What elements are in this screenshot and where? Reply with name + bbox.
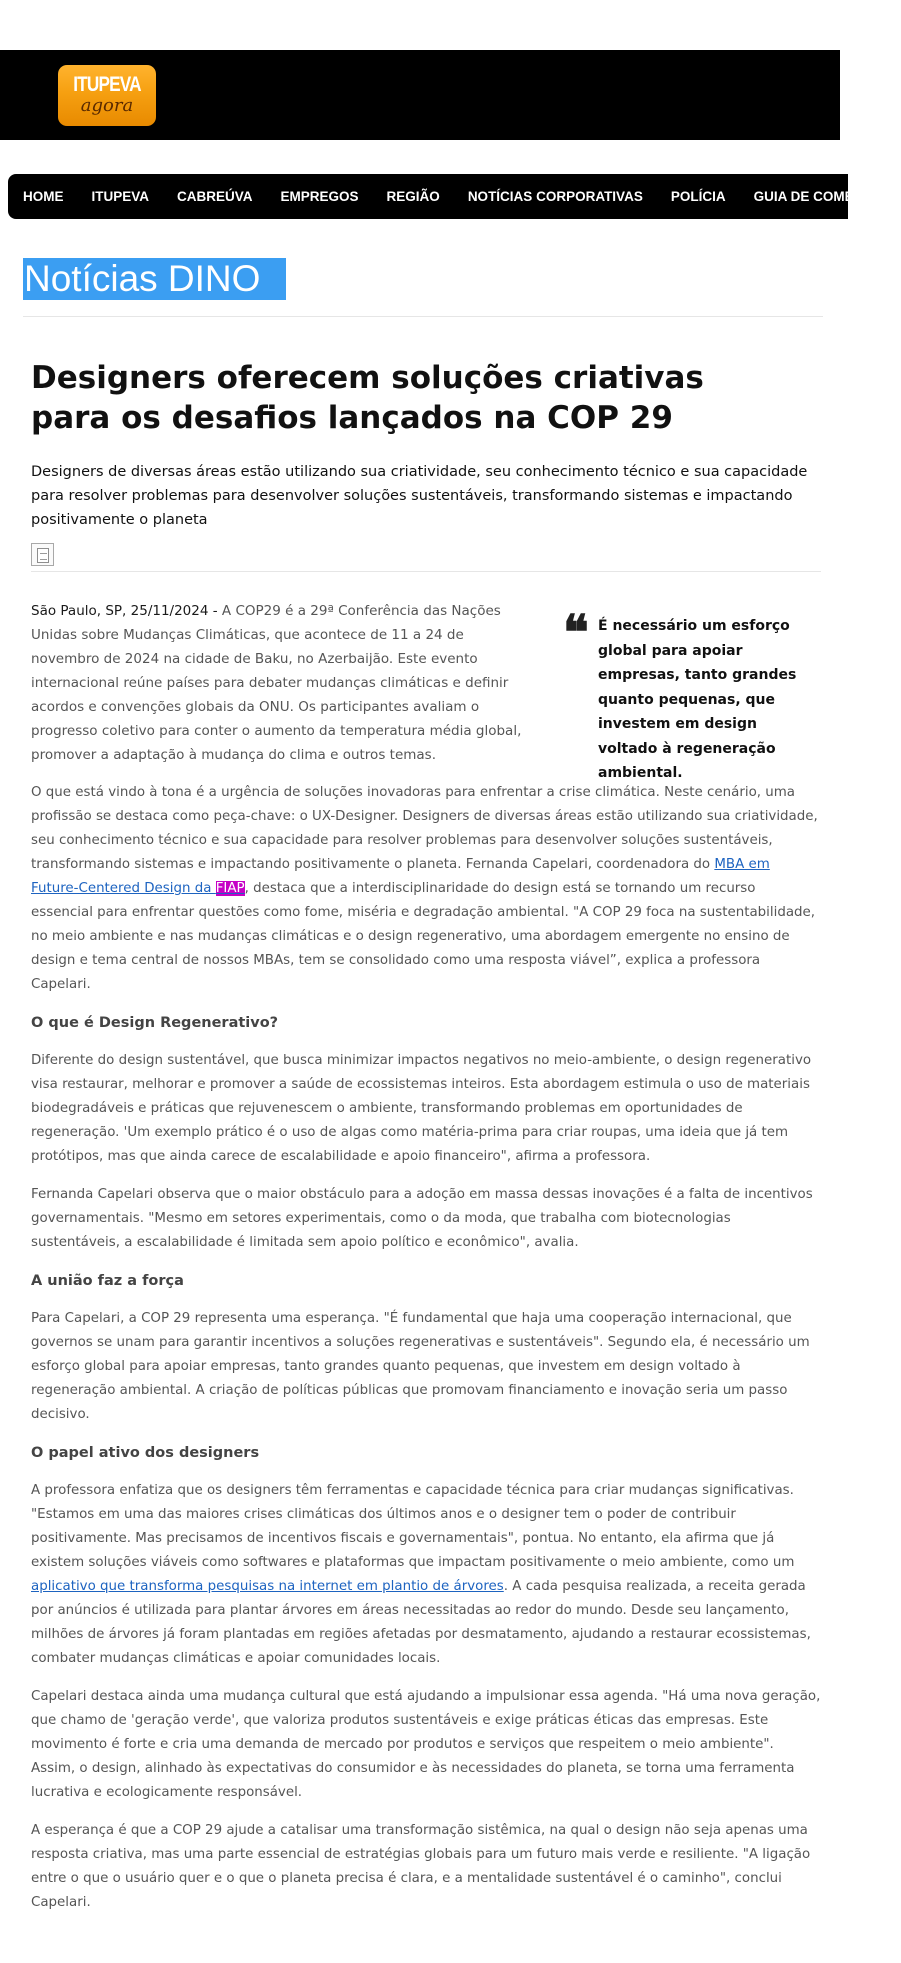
site-logo[interactable] [58,65,156,126]
app-link[interactable]: aplicativo que transforma pesquisas na internet em plantio de árvores [31,1579,504,1594]
nav-item-itupeva[interactable]: ITUPEVA [91,189,150,204]
nav-item-home[interactable]: HOME [23,189,64,204]
nav-item-noticias-corporativas[interactable]: NOTÍCIAS CORPORATIVAS [467,189,643,204]
paragraph: Diferente do design sustentável, que busca minimizar impactos negativos no meio-ambiente, o design regenerativo visa restaurar, melhorar e promover a saúde de ecossistemas inteiros. Esta abordagem estimula o uso de materiais biodegradáveis e práticas que rejuvenescem o ambiente, transformando problemas em oportunidades de regeneração. 'Um exemplo prático é o uso de algas como matéria-prima para criar roupas, uma ideia que já tem protótipos, mas que ainda carece de escalabilidade e apoio financeiro", afirma a professora. [31,1053,812,1164]
paragraph [31,1479,821,1671]
paragraph: Fernanda Capelari observa que o maior obstáculo para a adoção em massa dessas inovações é a falta de incentivos governamentais. "Mesmo em setores experimentais, como o da moda, que trabalha com biotecnologias sustentáveis, a escalabilidade é limitada sem apoio político e econômico", avalia. [31,1187,813,1250]
paragraph-text: , destaca que a interdisciplinaridade do design está se tornando um recurso essencial para enfrentar questões como fome, miséria e degradação ambiental. "A COP 29 foca na sustentabilidade, no meio ambiente e nas mudanças climáticas e o design regenerativo, uma abordagem emergente no ensino de design e tema central de nossos MBAs, tem se consolidado como uma resposta viável”, explica a professora Capelari. [31,881,816,992]
subheading-papel-ativo: O papel ativo dos designers [31,1445,260,1461]
paragraph: A esperança é que a COP 29 ajude a catalisar uma transformação sistêmica, na qual o design não seja apenas uma resposta criativa, mas uma parte essencial de estratégias globais para um futuro mais verde e resiliente. "A ligação entre o que o usuário quer e o que o planeta precisa é clara, e a mentalidade sustentável é o caminho", conclui Capelari. [31,1823,811,1910]
paragraph: Capelari destaca ainda uma mudança cultural que está ajudando a impulsionar essa agenda. "Há uma nova geração, que chamo de 'geração verde', que valoriza produtos sustentáveis e exige práticas éticas das empresas. Este movimento é forte e cria uma demanda de mercado por produtos e serviços que respeitem o meio ambiente". Assim, o design, alinhado às expectativas do consumidor e às necessidades do planeta, se torna uma ferramenta lucrativa e ecologicamente responsável. [31,1689,821,1800]
article-dateline: São Paulo, SP, 25/11/2024 - [31,603,218,619]
link-text: MBA em Future-Centered Design da [31,857,770,896]
divider [23,316,823,317]
article-headline: Designers oferecem soluções criativas para os desafios lançados na COP 29 [31,360,704,436]
subheading-uniao: A união faz a força [31,1273,184,1289]
highlighted-link-text: FIAP [215,881,245,896]
paragraph-text: A professora enfatiza que os designers têm ferramentas e capacidade técnica para criar mudanças significativas. "Estamos em uma das maiores crises climáticas dos últimos anos e o designer tem o poder de contribuir positivamente. Mas precisamos de incentivos fiscais e governamentais", pontua. No entanto, ela afirma que já existem soluções viáveis como softwares e plataformas que impactam positivamente o meio ambiente, como um [31,1483,795,1570]
main-navigation [8,174,888,219]
section-banner: Notícias DINO [23,258,286,300]
paragraph-text: O que está vindo à tona é a urgência de soluções inovadoras para enfrentar a crise climática. Neste cenário, uma profissão se destaca como peça-chave: o UX-Designer. Designers de diversas áreas estão utilizando sua criatividade, seu conhecimento técnico e sua capacidade para resolver problemas para desenvolver soluções sustentáveis, transformando sistemas e impactando positivamente o planeta. Fernanda Capelari, coordenadora do [31,785,818,872]
pull-quote: É necessário um esforço global para apoiar empresas, tanto grandes quanto pequenas, que investem em design voltado à regeneração ambiental. [598,618,797,781]
logo-wordmark: ITUPEVA [73,73,141,96]
article-intro [31,599,536,767]
paragraph: Para Capelari, a COP 29 representa uma esperança. "É fundamental que haja uma cooperação internacional, que governos se unam para garantir incentivos a soluções regenerativas e sustentáveis". Segundo ela, é necessário um esforço global para apoiar empresas, tanto grandes quanto pequenas, que investem em design voltado à regeneração ambiental. A criação de políticas públicas que promovam financiamento e inovação seria um passo decisivo. [31,1311,810,1422]
article-lead: Designers de diversas áreas estão utilizando sua criatividade, seu conhecimento técnico e sua capacidade para resolver problemas para desenvolver soluções sustentáveis, transformando sistemas e impactando positivamente o planeta [31,464,808,528]
nav-item-cabreuva[interactable]: CABREÚVA [177,189,253,204]
broken-image-icon [31,543,54,566]
nav-item-regiao[interactable]: REGIÃO [386,189,440,204]
subheading-design-regenerativo: O que é Design Regenerativo? [31,1015,279,1031]
logo-tagline: agora [80,95,134,116]
intro-text: A COP29 é a 29ª Conferência das Nações Unidas sobre Mudanças Climáticas, que acontece de 11 a 24 de novembro de 2024 na cidade de Baku, no Azerbaijão. Este evento internacional reúne países para debater mudanças climáticas e definir acordos e convenções globais da ONU. Os participantes avaliam o progresso coletivo para conter o aumento da temperatura média global, promover a adaptação à mudança do clima e outros temas. [31,603,522,763]
paragraph [31,781,821,997]
quote-icon: ❝ [563,605,589,661]
nav-item-guia-de-comercio[interactable]: GUIA DE COMÉRCIO [753,189,888,204]
paragraph-text: . A cada pesquisa realizada, a receita gerada por anúncios é utilizada para plantar árvores em áreas necessitadas ao redor do mundo. Desde seu lançamento, milhões de árvores já foram plantadas em regiões afetadas por desmatamento, ajudando a restaurar ecossistemas, combater mudanças climáticas e apoiar comunidades locais. [31,1579,811,1666]
article-body [31,781,821,1929]
nav-item-policia[interactable]: POLÍCIA [670,189,726,204]
nav-item-empregos[interactable]: EMPREGOS [280,189,359,204]
divider [31,571,821,572]
